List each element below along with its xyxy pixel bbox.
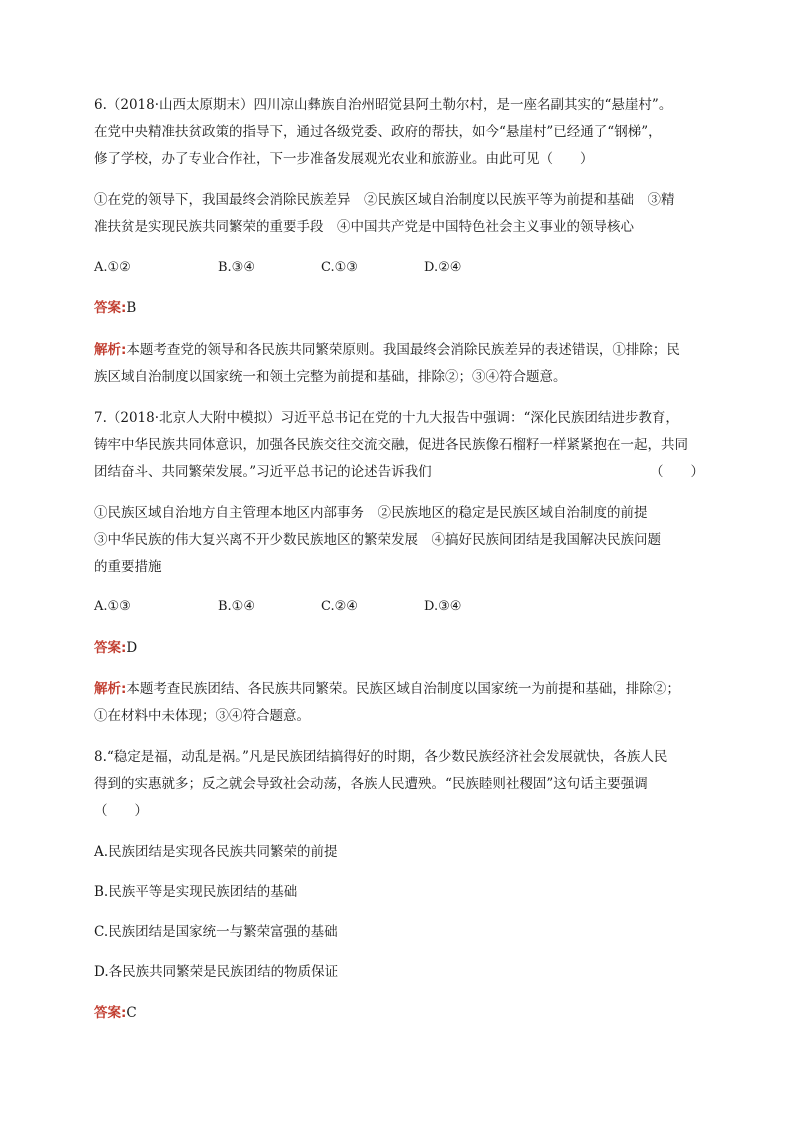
q7-option-a: A.①③	[94, 599, 131, 614]
q8-option-b: B.民族平等是实现民族团结的基础	[94, 884, 298, 900]
q7-statement-line-1: ①民族区域自治地方自主管理本地区内部事务 ②民族地区的稳定是民族区域自治制度的前提	[94, 505, 648, 521]
q7-stem-line-3: 团结奋斗、共同繁荣发展。”习近平总书记的论述告诉我们	[94, 464, 432, 480]
q8-option-d: D.各民族共同繁荣是民族团结的物质保证	[94, 964, 339, 980]
q8-option-c: C.民族团结是国家统一与繁荣富强的基础	[94, 924, 338, 940]
q7-analysis-line-1	[94, 679, 680, 699]
q7-option-d: D.③④	[424, 599, 462, 614]
q7-statement-line-2: ③中华民族的伟大复兴离不开少数民族地区的繁荣发展 ④搞好民族间团结是我国解决民族问题	[94, 532, 661, 548]
q7-stem-line-2: 铸牢中华民族共同体意识，加强各民族交往交流交融，促进各民族像石榴籽一样紧紧抱在一起，共同	[94, 437, 688, 453]
q7-statement-line-3: 的重要措施	[94, 559, 162, 575]
q6-stem-line-1: 6.（2018·山西太原期末）四川凉山彝族自治州昭觉县阿土勒尔村，是一座名副其实的“悬崖村”。	[94, 97, 673, 113]
q7-option-b: B.①④	[218, 599, 255, 614]
q7-answer	[94, 638, 137, 658]
q6-answer	[94, 298, 136, 318]
q7-option-c: C.②④	[321, 599, 358, 614]
q8-stem-line-1: 8.“稳定是福，动乱是祸。”凡是民族团结搞得好的时期，各少数民族经济社会发展就快，各族人民	[94, 749, 668, 765]
q6-stem-line-3: 修了学校，办了专业合作社，下一步准备发展观光农业和旅游业。由此可见（ ）	[94, 151, 594, 167]
q6-option-c: C.①③	[321, 260, 358, 275]
q6-stem-line-2: 在党中央精准扶贫政策的指导下，通过各级党委、政府的帮扶，如今“悬崖村”已经通了“钢梯”，	[94, 124, 662, 140]
q6-statement-line-1: ①在党的领导下，我国最终会消除民族差异 ②民族区域自治制度以民族平等为前提和基础 ③精	[94, 192, 675, 208]
q7-answer-blank: （ ）	[650, 464, 704, 480]
q7-stem-line-1: 7.（2018·北京人大附中模拟）习近平总书记在党的十九大报告中强调：“深化民族团结进步教育，	[94, 410, 679, 426]
q6-answer-value: B	[126, 300, 137, 316]
q7-analysis-label: 解析:	[94, 681, 127, 697]
q6-answer-label: 答案:	[94, 300, 127, 316]
q6-option-a: A.①②	[94, 260, 131, 275]
q6-option-d: D.②④	[424, 260, 462, 275]
q6-analysis-line-1	[94, 340, 680, 360]
q7-analysis-text-1: 本题考查民族团结、各民族共同繁荣。民族区域自治制度以国家统一为前提和基础，排除②；	[126, 681, 680, 697]
q8-stem-line-2: 得到的实惠就多；反之就会导致社会动荡，各族人民遭殃。“民族睦则社稷固”这句话主要强调	[94, 776, 648, 792]
q8-answer-value: C	[126, 1005, 137, 1021]
q7-answer-label: 答案:	[94, 640, 127, 656]
q6-statement-line-2: 准扶贫是实现民族共同繁荣的重要手段 ④中国共产党是中国特色社会主义事业的领导核心	[94, 219, 634, 235]
q7-analysis-line-2: ①在材料中未体现；③④符合题意。	[94, 708, 310, 724]
q6-analysis-line-2: 族区域自治制度以国家统一和领土完整为前提和基础，排除②；③④符合题意。	[94, 369, 567, 385]
q6-option-b: B.③④	[218, 260, 255, 275]
q8-option-a: A.民族团结是实现各民族共同繁荣的前提	[94, 844, 338, 860]
q6-analysis-text-1: 本题考查党的领导和各民族共同繁荣原则。我国最终会消除民族差异的表述错误，①排除；民	[126, 342, 680, 358]
q6-analysis-label: 解析:	[94, 342, 127, 358]
q8-answer-label: 答案:	[94, 1005, 127, 1021]
q8-answer	[94, 1003, 137, 1023]
q7-answer-value: D	[126, 640, 138, 656]
q8-stem-line-3: （ ）	[94, 803, 148, 819]
